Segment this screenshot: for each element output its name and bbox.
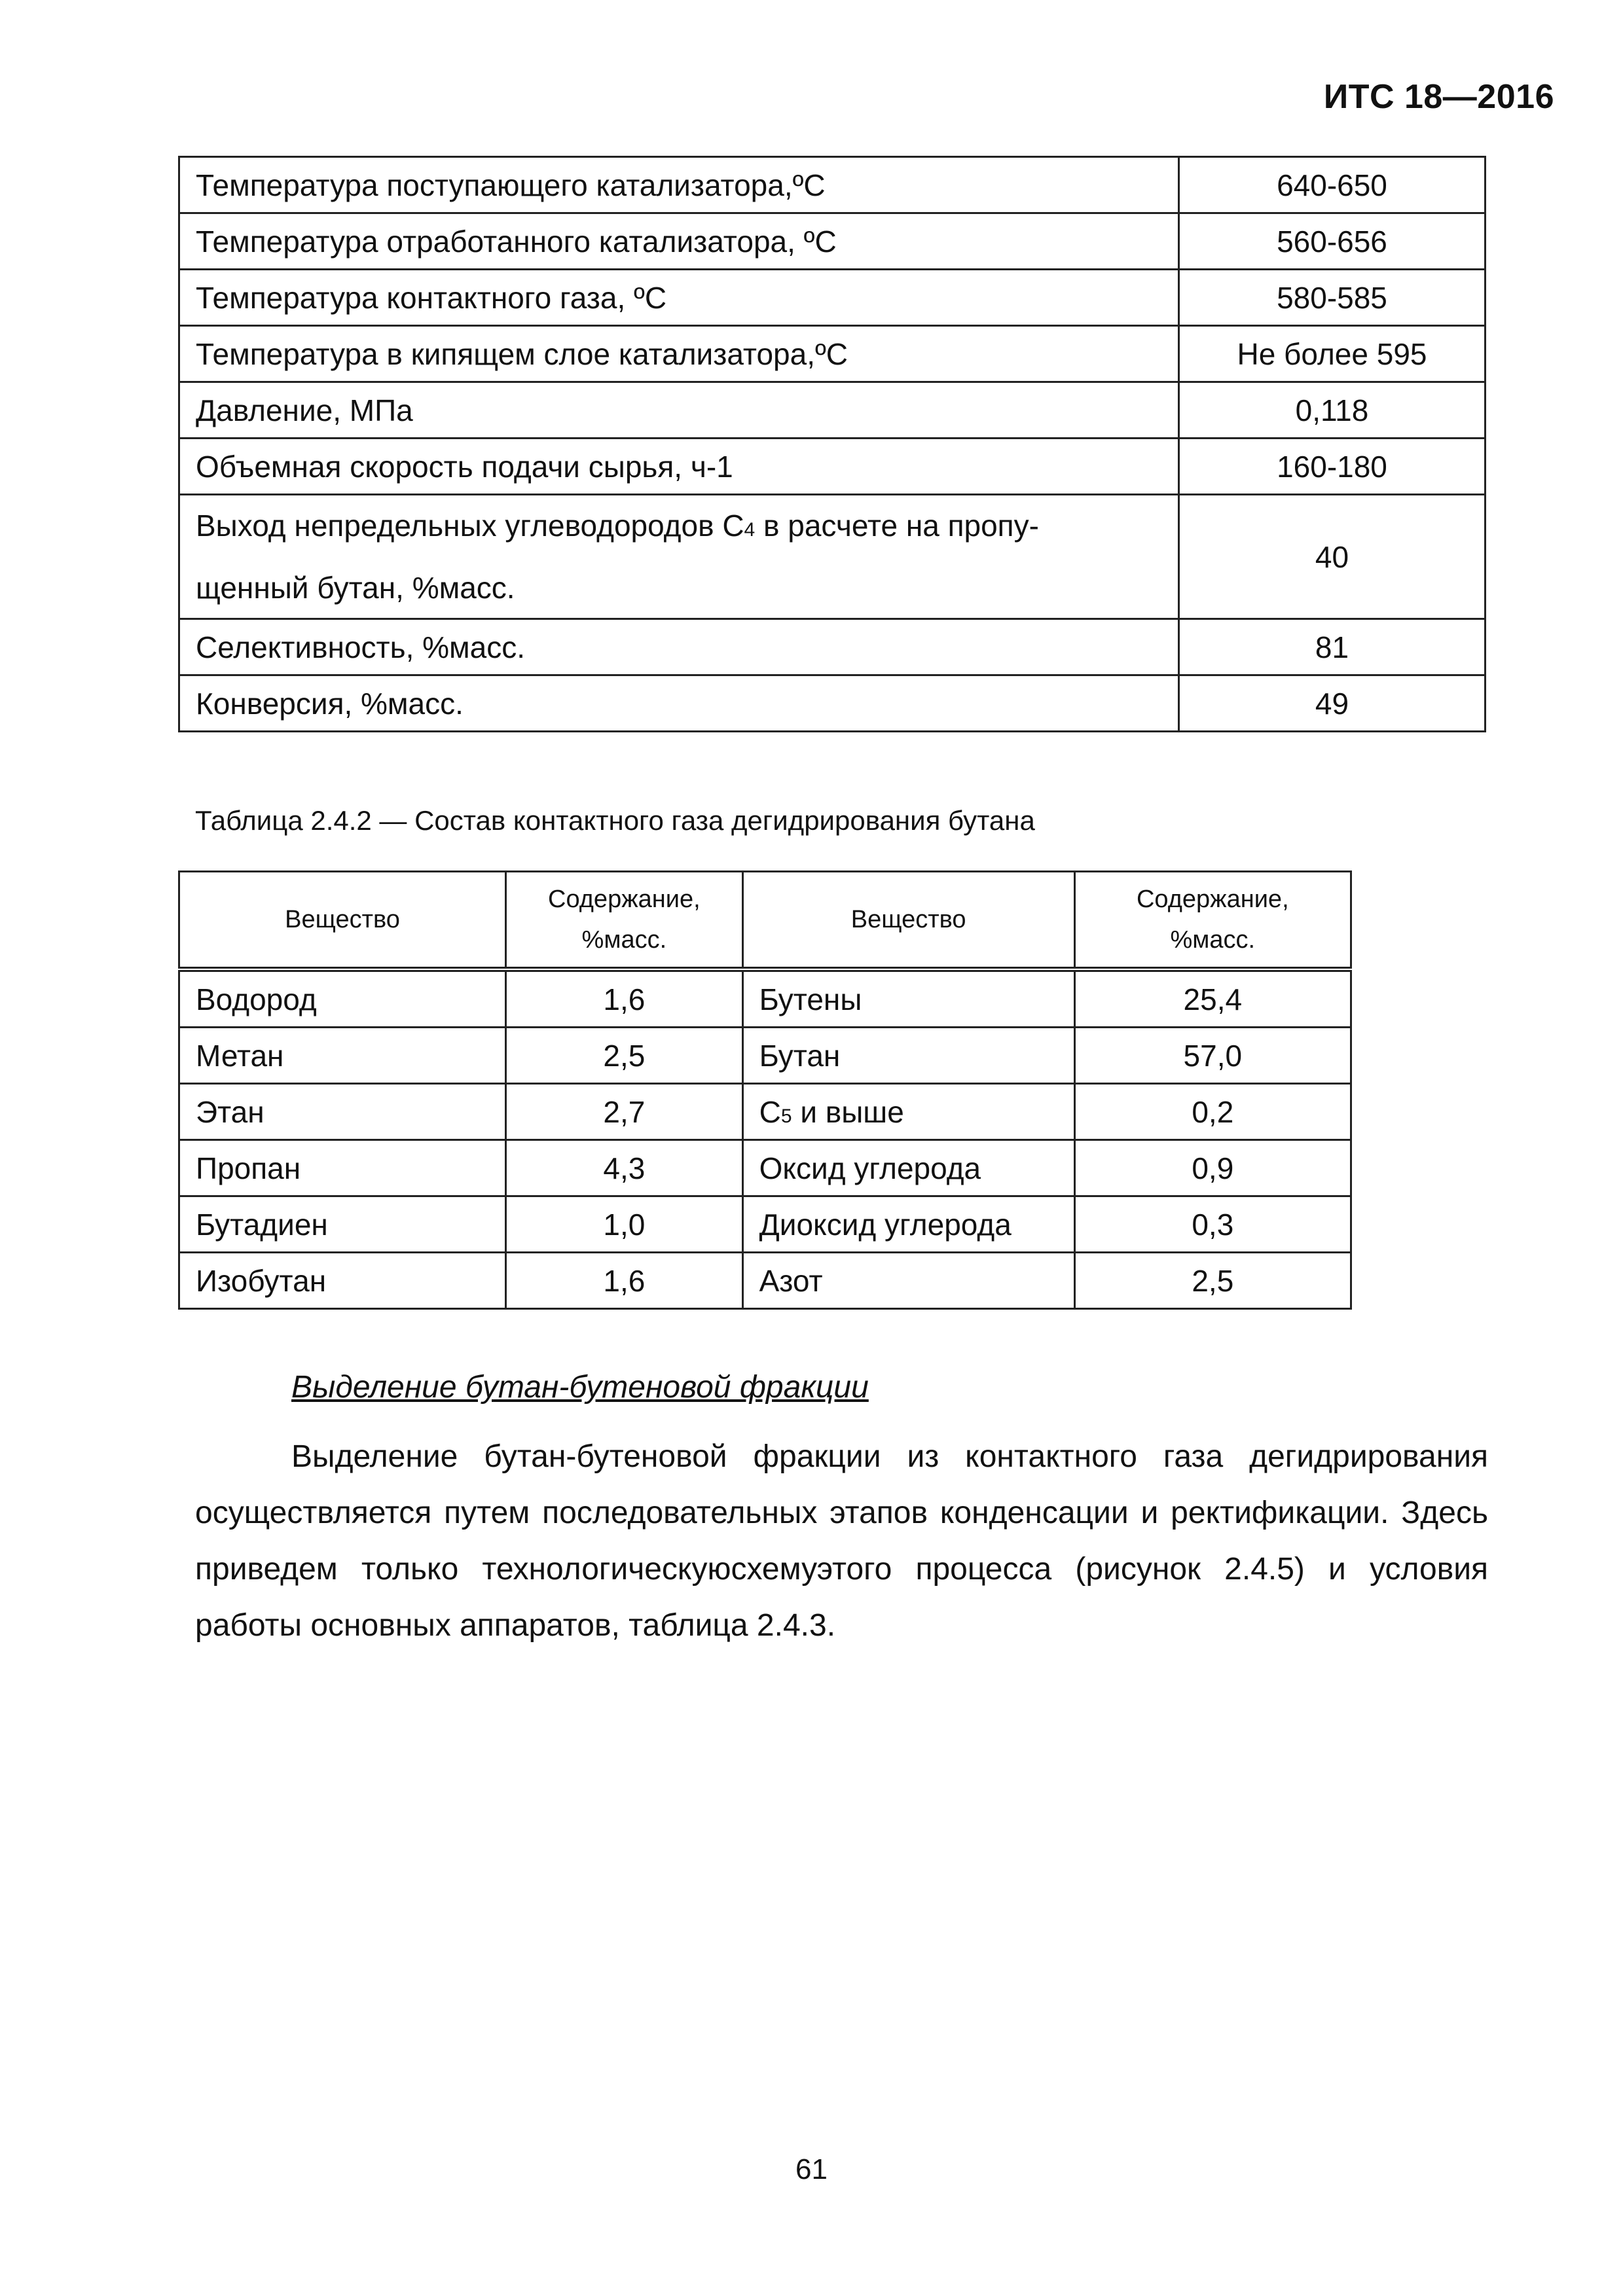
header-content-line2: %масс. (1170, 926, 1256, 954)
page-number: 61 (795, 2153, 828, 2185)
content-cell: 25,4 (1074, 969, 1351, 1028)
param-value: 0,118 (1179, 382, 1486, 439)
substance-cell: Этан (179, 1084, 506, 1140)
substance-cell: Метан (179, 1028, 506, 1084)
subscript: 5 (780, 1105, 792, 1127)
substance-cell: Водород (179, 969, 506, 1028)
header-substance: Вещество (742, 872, 1074, 970)
header-content (506, 872, 743, 970)
content-cell: 0,2 (1074, 1084, 1351, 1140)
substance-cell: Бутадиен (179, 1196, 506, 1253)
document-code: ИТС 18—2016 (1323, 78, 1554, 116)
param-name-line2: щенный бутан, %масс. (196, 571, 515, 605)
table-row (179, 270, 1486, 326)
header-content (1074, 872, 1351, 970)
substance-cell: Азот (742, 1253, 1074, 1309)
param-name: Селективность, %масс. (179, 619, 1179, 675)
content-cell: 4,3 (506, 1140, 743, 1196)
param-value: 640-650 (1179, 157, 1486, 213)
param-name: Конверсия, %масс. (179, 675, 1179, 732)
table-row (179, 382, 1486, 439)
param-name: Объемная скорость подачи сырья, ч-1 (179, 439, 1179, 495)
param-value: 580-585 (1179, 270, 1486, 326)
table-row (179, 1253, 1351, 1309)
table-row (179, 1028, 1351, 1084)
content-cell: 57,0 (1074, 1028, 1351, 1084)
param-name: Температура в кипящем слое катализатора,ºС (179, 326, 1179, 382)
substance-cell: Пропан (179, 1140, 506, 1196)
content-cell: 2,5 (1074, 1253, 1351, 1309)
param-name: Давление, МПа (179, 382, 1179, 439)
content-cell: 2,7 (506, 1084, 743, 1140)
header-content-line2: %масс. (581, 926, 667, 954)
composition-table (178, 870, 1352, 1310)
table-row (179, 1140, 1351, 1196)
content-cell: 1,6 (506, 1253, 743, 1309)
substance-cell: Оксид углерода (742, 1140, 1074, 1196)
table-row (179, 326, 1486, 382)
table-row (179, 1084, 1351, 1140)
param-value: 560-656 (1179, 213, 1486, 270)
table-row (179, 1196, 1351, 1253)
subscript: 4 (744, 519, 756, 541)
table-caption: Таблица 2.4.2 — Состав контактного газа дегидрирования бутана (195, 805, 1035, 836)
content-cell: 0,3 (1074, 1196, 1351, 1253)
table-row (179, 675, 1486, 732)
param-name: Температура контактного газа, ºС (179, 270, 1179, 326)
table-row (179, 157, 1486, 213)
param-name: Температура отработанного катализатора, ºС (179, 213, 1179, 270)
param-name-line1-rest: в расчете на пропу- (755, 509, 1039, 543)
section-paragraph: Выделение бутан-бутеновой фракции из контактного газа дегидрирования осуществляется путем последовательных этапов конденсации и ректификации. Здесь приведем только технологическуюсхемуэтого процесса (рисунок 2.4.5) и условия работы основных аппаратов, таблица 2.4.3. (195, 1439, 1488, 1643)
substance-cell: Диоксид углерода (742, 1196, 1074, 1253)
parameters-table (178, 156, 1486, 732)
content-cell: 0,9 (1074, 1140, 1351, 1196)
table-row (179, 439, 1486, 495)
substance-rest: и выше (792, 1094, 904, 1129)
substance-cell: Изобутан (179, 1253, 506, 1309)
substance-cell (742, 1084, 1074, 1140)
param-value: 160-180 (1179, 439, 1486, 495)
table-row (179, 969, 1351, 1028)
param-value: Не более 595 (1179, 326, 1486, 382)
substance-cell: Бутан (742, 1028, 1074, 1084)
header-substance: Вещество (179, 872, 506, 970)
param-name-line1: Выход непредельных углеводородов С (196, 509, 744, 543)
param-name: Температура поступающего катализатора,ºС (179, 157, 1179, 213)
content-cell: 1,6 (506, 969, 743, 1028)
param-value: 81 (1179, 619, 1486, 675)
substance-main: С (759, 1094, 781, 1129)
param-name (179, 495, 1179, 619)
table-header-row (179, 872, 1351, 970)
header-content-line1: Содержание, (548, 886, 701, 913)
param-value: 40 (1179, 495, 1486, 619)
header-content-line1: Содержание, (1136, 886, 1289, 913)
table-row (179, 213, 1486, 270)
table-row (179, 619, 1486, 675)
content-cell: 1,0 (506, 1196, 743, 1253)
table-row (179, 495, 1486, 619)
param-value: 49 (1179, 675, 1486, 732)
content-cell: 2,5 (506, 1028, 743, 1084)
section-title: Выделение бутан-бутеновой фракции (291, 1370, 869, 1405)
substance-cell: Бутены (742, 969, 1074, 1028)
